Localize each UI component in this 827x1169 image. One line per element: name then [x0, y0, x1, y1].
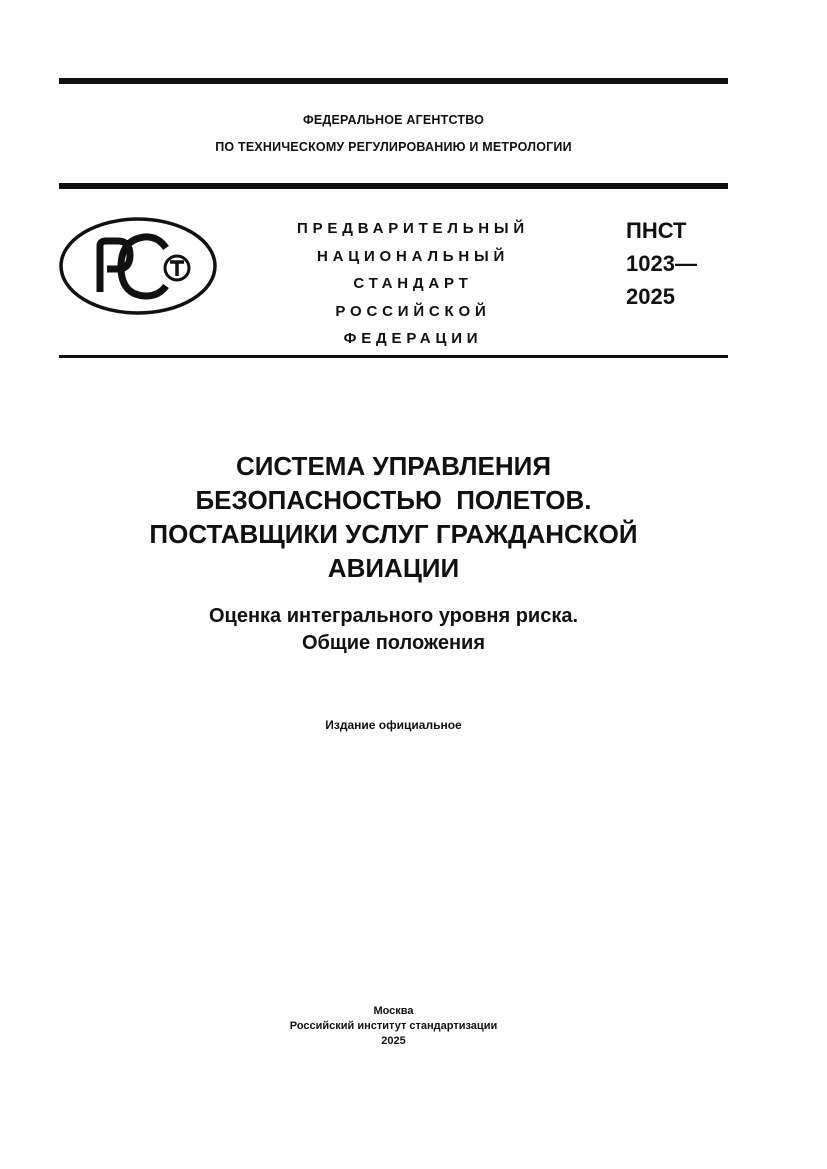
title-line: СИСТЕМА УПРАВЛЕНИЯ: [235, 451, 552, 481]
imprint-publisher: Российский институт стандартизации: [289, 1020, 498, 1032]
title-line: БЕЗОПАСНОСТЬЮ ПОЛЕТОВ.: [195, 485, 592, 515]
document-title: [60, 449, 727, 585]
standard-code-line: ПНСТ: [626, 218, 687, 243]
standard-type-line: ПРЕДВАРИТЕЛЬНЫЙ: [297, 220, 529, 237]
imprint-city: Москва: [373, 1005, 414, 1017]
standard-code-line: 2025: [626, 284, 675, 309]
title-line: ПОСТАВЩИКИ УСЛУГ ГРАЖДАНСКОЙ: [149, 519, 638, 549]
imprint-year: 2025: [381, 1035, 406, 1047]
header-divider: [59, 183, 728, 189]
agency-name-line-1: ФЕДЕРАЛЬНОЕ АГЕНТСТВО: [302, 113, 485, 127]
standard-type: [268, 215, 558, 353]
standard-type-line: СТАНДАРТ: [353, 275, 473, 292]
top-divider: [59, 78, 728, 84]
standard-code: [626, 214, 697, 313]
subtitle-line: Оценка интегрального уровня риска.: [208, 605, 579, 627]
title-line: АВИАЦИИ: [327, 553, 460, 583]
standard-code-line: 1023—: [626, 251, 697, 276]
agency-name-line-2: ПО ТЕХНИЧЕСКОМУ РЕГУЛИРОВАНИЮ И МЕТРОЛОГИИ: [215, 140, 572, 154]
standard-type-line: РОССИЙСКОЙ: [335, 302, 491, 320]
standard-type-line: НАЦИОНАЛЬНЫЙ: [316, 247, 510, 265]
standard-type-line: ФЕДЕРАЦИИ: [343, 330, 483, 347]
document-subtitle: [60, 603, 727, 657]
edition-label: Издание официальное: [325, 718, 462, 732]
bottom-divider: [59, 355, 728, 358]
rst-gost-logo-icon: [58, 216, 218, 316]
imprint: [60, 1004, 727, 1049]
subtitle-line: Общие положения: [301, 632, 486, 654]
